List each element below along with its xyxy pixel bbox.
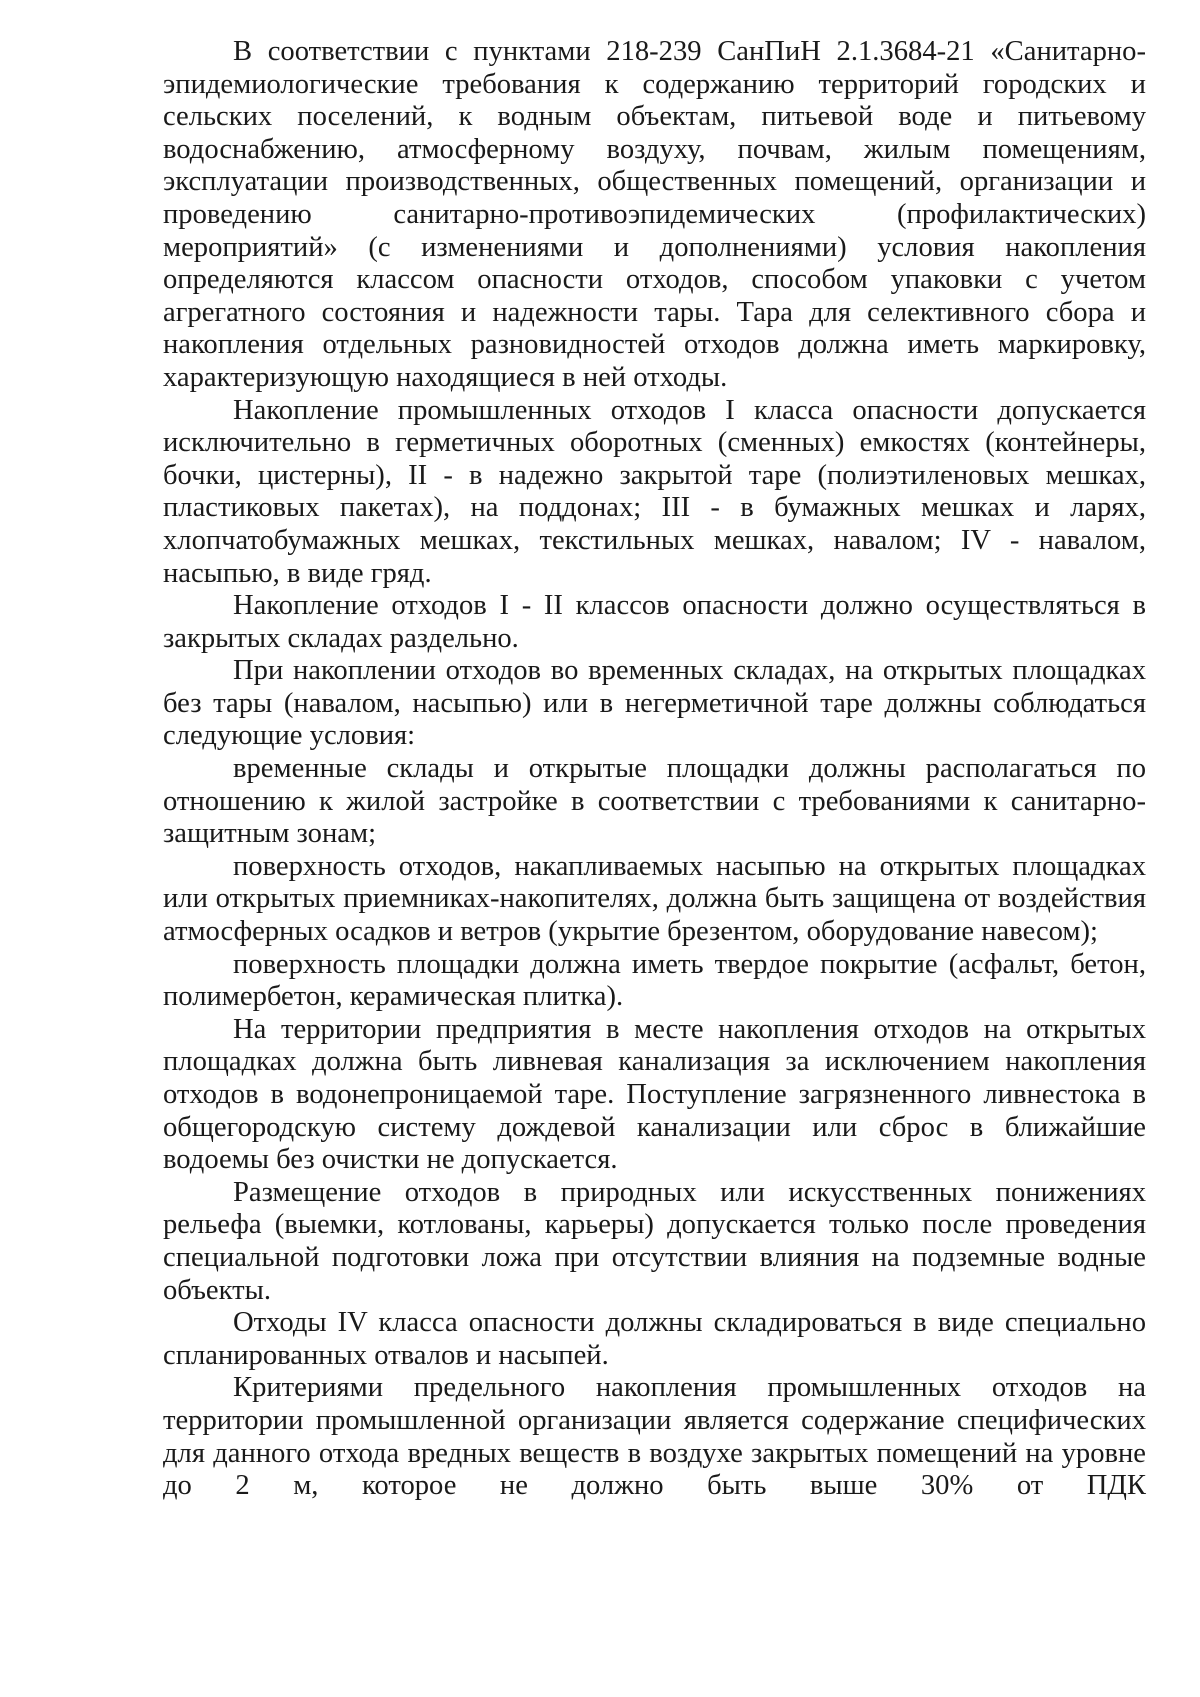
- paragraph-class-4-dumps: Отходы IV класса опасности должны складироваться в виде специально спланированных отвалов и насыпей.: [163, 1307, 1146, 1371]
- paragraph-temporary-storage-conditions: При накоплении отходов во временных складах, на открытых площадках без тары (навалом, насыпью) или в негерметичной таре должны соблюдаться следующие условия:: [163, 655, 1146, 752]
- paragraph-relief-placement: Размещение отходов в природных или искусственных понижениях рельефа (выемки, котлованы, карьеры) допускается только после проведения специальной подготовки ложа при отсутствии влияния на подземные водные объекты.: [163, 1176, 1146, 1306]
- paragraph-accumulation-criteria: Критериями предельного накопления промышленных отходов на территории промышленной организации является содержание специфических для данного отхода вредных веществ в воздухе закрытых помещений на уровне до 2 м, которое не должно быть выше 30% от ПДК: [163, 1372, 1146, 1502]
- document-page: [163, 36, 1146, 1503]
- list-item-surface-protection: поверхность отходов, накапливаемых насыпью на открытых площадках или открытых приемниках-накопителях, должна быть защищена от воздействия атмосферных осадков и ветров (укрытие брезентом, оборудование навесом);: [163, 850, 1146, 948]
- paragraph-hazard-class-storage: Накопление промышленных отходов I класса опасности допускается исключительно в герметичных оборотных (сменных) емкостях (контейнеры, бочки, цистерны), II - в надежно закрытой таре (полиэтиленовых мешках, пластиковых пакетах), на поддонах; III - в бумажных мешках и ларях, хлопчатобумажных мешках, текстильных мешках, навалом; IV - навалом, насыпью, в виде гряд.: [163, 394, 1146, 589]
- list-item-sanitary-zones: временные склады и открытые площадки должны располагаться по отношению к жилой застройке в соответствии с требованиями к санитарно-защитным зонам;: [163, 753, 1146, 850]
- paragraph-class-1-2-storage: Накопление отходов I - II классов опасности должно осуществляться в закрытых складах раздельно.: [163, 590, 1146, 654]
- list-item-hard-surface: поверхность площадки должна иметь твердое покрытие (асфальт, бетон, полимербетон, керамическая плитка).: [163, 948, 1146, 1013]
- paragraph-storm-drainage: На территории предприятия в месте накопления отходов на открытых площадках должна быть ливневая канализация за исключением накопления отходов в водонепроницаемой таре. Поступление загрязненного ливнестока в общегородскую систему дождевой канализации или сброс в ближайшие водоемы без очистки не допускается.: [163, 1013, 1146, 1176]
- paragraph-sanpin-requirements: В соответствии с пунктами 218-239 СанПиН 2.1.3684-21 «Санитарно-эпидемиологические требования к содержанию территорий городских и сельских поселений, к водным объектам, питьевой воде и питьевому водоснабжению, атмосферному воздуху, почвам, жилым помещениям, эксплуатации производственных, общественных помещений, организации и проведению санитарно-противоэпидемических (профилактических) мероприятий» (с изменениями и дополнениями) условия накопления определяются классом опасности отходов, способом упаковки с учетом агрегатного состояния и надежности тары. Тара для селективного сбора и накопления отдельных разновидностей отходов должна иметь маркировку, характеризующую находящиеся в ней отходы.: [163, 36, 1146, 393]
